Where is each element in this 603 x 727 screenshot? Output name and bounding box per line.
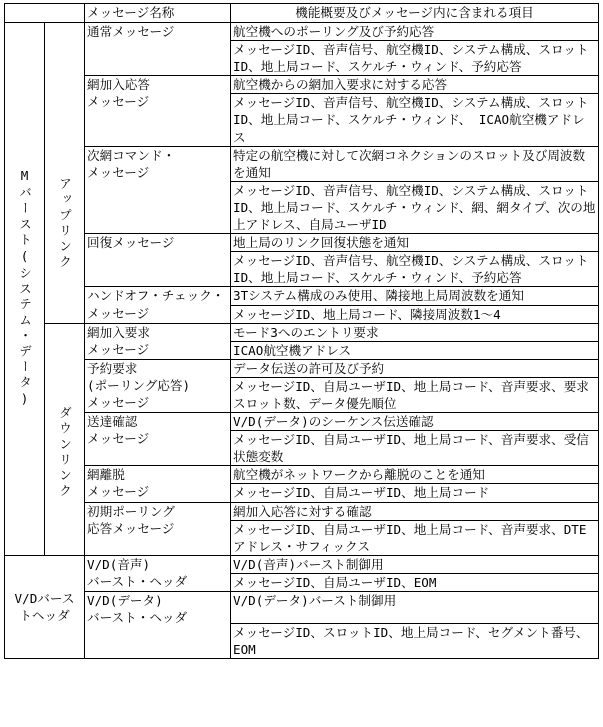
message-name: 回復メッセージ — [85, 234, 231, 287]
message-name: 次網コマンド・ メッセージ — [85, 146, 231, 233]
message-name: 網加入要求 メッセージ — [85, 323, 231, 359]
table-row — [5, 146, 599, 181]
table-row — [5, 555, 599, 573]
message-function: V/D(データ)バースト制御用 — [231, 592, 599, 624]
message-name: 送達確認 メッセージ — [85, 413, 231, 466]
message-items: メッセージID、音声信号、航空機ID、システム構成、スロットID、地上局コード、スケルチ・ウィンド、網、網タイプ、次の地上アドレス、自局ユーザID — [231, 181, 599, 233]
message-function: 航空機からの網加入要求に対する応答 — [231, 76, 599, 94]
message-function: V/D(音声)バースト制御用 — [231, 555, 599, 573]
header-row — [5, 4, 599, 23]
table-row — [5, 234, 599, 252]
message-name: 初期ポーリング 応答メッセージ — [85, 502, 231, 555]
message-function: モード3へのエントリ要求 — [231, 323, 599, 341]
message-name: V/D(音声) バースト・ヘッダ — [85, 555, 231, 591]
table-row — [5, 413, 599, 431]
message-items: メッセージID、自局ユーザID、地上局コード — [231, 484, 599, 502]
message-items: メッセージID、自局ユーザID、EOM — [231, 573, 599, 591]
message-function: 地上局のリンク回復状態を通知 — [231, 234, 599, 252]
message-table-page — [4, 3, 598, 659]
group-m-burst-label: Mバースト(システム・データ) — [17, 168, 33, 410]
message-name: V/D(データ) バースト・ヘッダ — [85, 592, 231, 659]
message-name: 予約要求 (ポーリング応答) メッセージ — [85, 359, 231, 412]
group-downlink — [45, 323, 85, 555]
message-name: 網離脱 メッセージ — [85, 466, 231, 502]
message-function: 3Tシステム構成のみ使用、隣接地上局周波数を通知 — [231, 287, 599, 305]
table-row — [5, 592, 599, 624]
message-table — [4, 3, 599, 659]
group-downlink-label: ダウンリンク — [57, 405, 73, 500]
header-blank-cell — [5, 4, 85, 23]
table-row — [5, 287, 599, 305]
table-row — [5, 76, 599, 94]
message-items: メッセージID、スロットID、地上局コード、セグメント番号、EOM — [231, 624, 599, 659]
message-function: 航空機へのポーリング及び予約応答 — [231, 23, 599, 41]
table-row — [5, 323, 599, 341]
table-row — [5, 466, 599, 484]
message-items: メッセージID、自局ユーザID、地上局コード、音声要求、要求スロット数、データ優先順位 — [231, 377, 599, 412]
table-row — [5, 359, 599, 377]
message-items: メッセージID、自局ユーザID、地上局コード、音声要求、DTEアドレス・サフィックス — [231, 520, 599, 555]
message-name: ハンドオフ・チェック・メッセージ — [85, 287, 231, 323]
message-name: 通常メッセージ — [85, 23, 231, 76]
message-items: メッセージID、音声信号、航空機ID、システム構成、スロットID、地上局コード、スケルチ・ウィンド、 ICAO航空機アドレス — [231, 94, 599, 146]
group-uplink-label: アップリンク — [57, 177, 73, 271]
message-function: 特定の航空機に対して次網コネクションのスロット及び周波数を通知 — [231, 146, 599, 181]
header-message-name: メッセージ名称 — [85, 4, 231, 23]
message-items: メッセージID、音声信号、航空機ID、システム構成、スロットID、地上局コード、スケルチ・ウィンド、予約応答 — [231, 252, 599, 287]
message-function: 網加入応答に対する確認 — [231, 502, 599, 520]
message-function: データ伝送の許可及び予約 — [231, 359, 599, 377]
message-function: V/D(データ)のシーケンス伝送確認 — [231, 413, 599, 431]
table-row — [5, 23, 599, 41]
message-items: メッセージID、地上局コード、隣接周波数1～4 — [231, 305, 599, 323]
header-function-items: 機能概要及びメッセージ内に含まれる項目 — [231, 4, 599, 23]
message-name: 網加入応答 メッセージ — [85, 76, 231, 146]
message-items: ICAO航空機アドレス — [231, 341, 599, 359]
message-items: メッセージID、自局ユーザID、地上局コード、音声要求、受信状態変数 — [231, 431, 599, 466]
table-row — [5, 502, 599, 520]
group-vd-burst-label: V/Dバーストヘッダ — [14, 591, 75, 624]
message-function: 航空機がネットワークから離脱のことを通知 — [231, 466, 599, 484]
group-m-burst — [5, 23, 45, 556]
group-vd-burst — [5, 555, 85, 659]
message-items: メッセージID、音声信号、航空機ID、システム構成、スロットID、地上局コード、スケルチ・ウィンド、予約応答 — [231, 41, 599, 76]
group-uplink — [45, 23, 85, 324]
